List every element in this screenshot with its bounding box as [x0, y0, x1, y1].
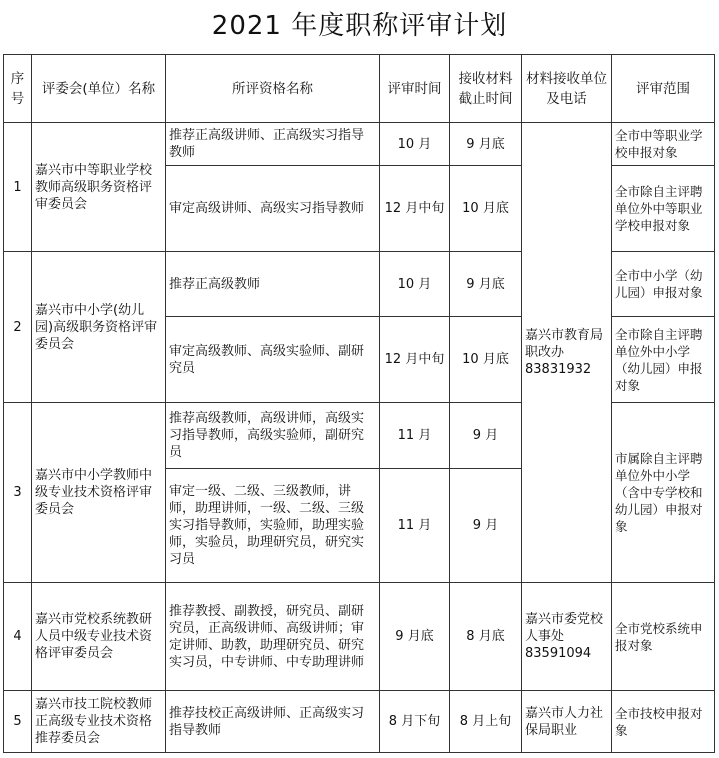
committee-cell: 嘉兴市中等职业学校教师高级职务资格评审委员会: [32, 123, 166, 252]
deadline-cell: 9 月底: [450, 252, 522, 317]
scope-cell: 市属除自主评聘单位外中小学（含中专学校和幼儿园）申报对象: [612, 403, 715, 583]
seq-cell: 4: [4, 583, 32, 691]
review-plan-table: [3, 54, 715, 753]
qualification-cell: 审定一级、二级、三级教师，讲师，助理讲师，一级、二级、三级实习指导教师，实验师，助理实验师，实验员，助理研究员，研究实习员: [166, 469, 380, 583]
review-time-cell: 12 月中旬: [380, 166, 450, 252]
review-time-cell: 11 月: [380, 403, 450, 469]
scope-cell: 全市中等职业学校申报对象: [612, 123, 715, 166]
review-time-cell: 9 月底: [380, 583, 450, 691]
review-time-cell: 8 月下旬: [380, 691, 450, 753]
deadline-cell: 8 月底: [450, 583, 522, 691]
qualification-cell: 推荐正高级讲师、正高级实习指导教师: [166, 123, 380, 166]
header-contact: 材料接收单位及电话: [522, 55, 612, 123]
scope-cell: 全市技校申报对象: [612, 691, 715, 753]
seq-cell: 2: [4, 252, 32, 403]
header-qualification: 所评资格名称: [166, 55, 380, 123]
qualification-cell: 审定高级讲师、高级实习指导教师: [166, 166, 380, 252]
header-review-time: 评审时间: [380, 55, 450, 123]
table-row: [4, 123, 715, 166]
committee-cell: 嘉兴市技工院校教师正高级专业技术资格推荐委员会: [32, 691, 166, 753]
review-time-cell: 10 月: [380, 252, 450, 317]
committee-cell: 嘉兴市党校系统教研人员中级专业技术资格评审委员会: [32, 583, 166, 691]
header-committee: 评委会(单位）名称: [32, 55, 166, 123]
seq-cell: 1: [4, 123, 32, 252]
seq-cell: 5: [4, 691, 32, 753]
table-header-row: [4, 55, 715, 123]
deadline-cell: 9 月: [450, 469, 522, 583]
deadline-cell: 10 月底: [450, 166, 522, 252]
contact-cell: 嘉兴市人力社保局职业: [522, 691, 612, 753]
deadline-cell: 9 月底: [450, 123, 522, 166]
committee-cell: 嘉兴市中小学(幼儿园)高级职务资格评审委员会: [32, 252, 166, 403]
page-title: 2021 年度职称评审计划: [211, 11, 508, 41]
review-time-cell: 12 月中旬: [380, 317, 450, 403]
header-deadline: 接收材料截止时间: [450, 55, 522, 123]
qualification-cell: 推荐高级教师，高级讲师，高级实习指导教师，高级实验师，副研究员: [166, 403, 380, 469]
scope-cell: 全市党校系统申报对象: [612, 583, 715, 691]
qualification-cell: 推荐技校正高级讲师、正高级实习指导教师: [166, 691, 380, 753]
qualification-cell: 审定高级教师、高级实验师、副研究员: [166, 317, 380, 403]
header-seq: 序号: [4, 55, 32, 123]
deadline-cell: 9 月: [450, 403, 522, 469]
contact-cell: 嘉兴市委党校人事处83591094: [522, 583, 612, 691]
scope-cell: 全市除自主评聘单位外中等职业学校申报对象: [612, 166, 715, 252]
qualification-cell: 推荐教授、副教授，研究员、副研究员，正高级讲师、高级讲师；审定讲师、助教，助理研究员、研究实习员，中专讲师、中专助理讲师: [166, 583, 380, 691]
review-time-cell: 10 月: [380, 123, 450, 166]
header-scope: 评审范围: [612, 55, 715, 123]
scope-cell: 全市除自主评聘单位外中小学（幼儿园）申报对象: [612, 317, 715, 403]
table-row: [4, 691, 715, 753]
seq-cell: 3: [4, 403, 32, 583]
table-row: [4, 583, 715, 691]
review-time-cell: 11 月: [380, 469, 450, 583]
contact-cell: 嘉兴市教育局职改办83831932: [522, 123, 612, 583]
deadline-cell: 8 月上旬: [450, 691, 522, 753]
qualification-cell: 推荐正高级教师: [166, 252, 380, 317]
deadline-cell: 10 月底: [450, 317, 522, 403]
scope-cell: 全市中小学（幼儿园）申报对象: [612, 252, 715, 317]
committee-cell: 嘉兴市中小学教师中级专业技术资格评审委员会: [32, 403, 166, 583]
